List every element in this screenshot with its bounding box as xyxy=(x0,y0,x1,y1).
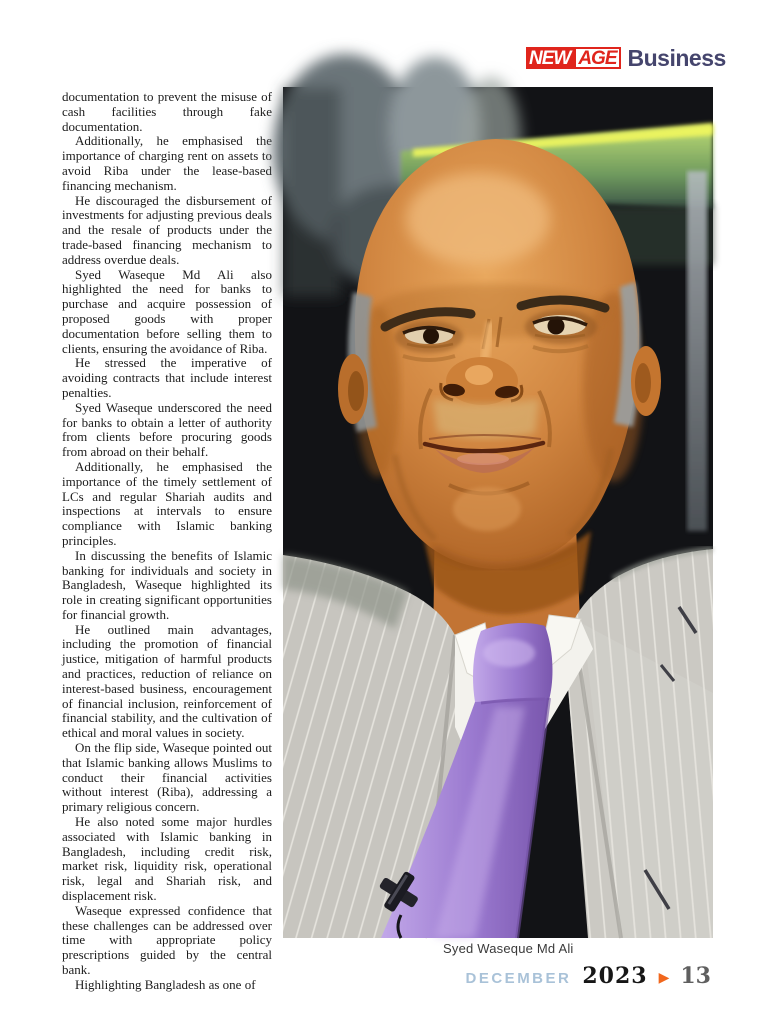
crown-highlight xyxy=(406,173,550,265)
article-paragraph: In discussing the benefits of Islamic banking for individuals and society in Bangladesh, Waseque highlighted its role in creating significant opportunities for financial growth. xyxy=(62,547,272,622)
masthead-age-box: AGE xyxy=(574,47,620,69)
article-column xyxy=(62,89,272,992)
masthead-wordmark: Business xyxy=(627,44,726,71)
footer-year: 2023 xyxy=(582,963,648,989)
article-paragraph: He discouraged the disbursement of investments for adjusting previous deals and the resale of products under the trade-based financing mechanism to address overdue deals. xyxy=(62,192,272,267)
pillar-stripe xyxy=(687,171,707,531)
article-paragraph: Waseque expressed confidence that these challenges can be addressed over time with appropriate policy prescriptions guided by the central bank. xyxy=(62,902,272,978)
article-paragraph: He also noted some major hurdles associated with Islamic banking in Bangladesh, including credit risk, market risk, liquidity risk, operational risk, legal and Shariah risk, and displacement risk. xyxy=(62,814,272,904)
article-paragraph: He outlined main advantages, including the promotion of financial justice, mitigation of harmful products and practices, reduction of reliance on interest-based business, encouragement of financial inclusion, reinforcement of financial stability, and the cultivation of ethical and moral values in society. xyxy=(62,621,272,741)
photo-caption: Syed Waseque Md Ali xyxy=(443,941,574,956)
article-paragraph: documentation to prevent the misuse of cash facilities through fake documentation. xyxy=(62,89,272,134)
page-footer xyxy=(466,963,711,989)
masthead-logo xyxy=(526,46,726,70)
article-paragraph: Syed Waseque Md Ali also highlighted the need for banks to purchase and acquire possession of proposed goods with proper documentation before selling them to clients, ensuring the avoidance of Riba. xyxy=(62,266,272,356)
article-paragraph: Syed Waseque underscored the need for banks to obtain a letter of authority from clients before procuring goods from abroad on their behalf. xyxy=(62,399,272,460)
footer-page-number: 13 xyxy=(680,963,711,989)
article-paragraph: Highlighting Bangladesh as one of xyxy=(75,976,256,992)
masthead-new-box: NEW xyxy=(526,47,574,69)
portrait-illustration xyxy=(283,87,713,938)
article-paragraph: Additionally, he emphasised the importance of the timely settlement of LCs and regular Shariah audits and inspections at intervals to ensure compliance with Islamic banking principles. xyxy=(62,458,272,548)
article-paragraph: Additionally, he emphasised the importance of charging rent on assets to avoid Riba under the lease-based financing mechanism. xyxy=(62,133,272,193)
article-paragraph: He stressed the imperative of avoiding contracts that include interest penalties. xyxy=(62,355,272,400)
footer-month: DECEMBER xyxy=(465,970,572,987)
arrow-right-icon: ▶ xyxy=(658,969,670,985)
article-paragraph: On the flip side, Waseque pointed out that Islamic banking allows Muslims to conduct their financial activities without interest (Riba), addressing a primary religious concern. xyxy=(62,740,272,815)
portrait-photo xyxy=(283,87,713,938)
